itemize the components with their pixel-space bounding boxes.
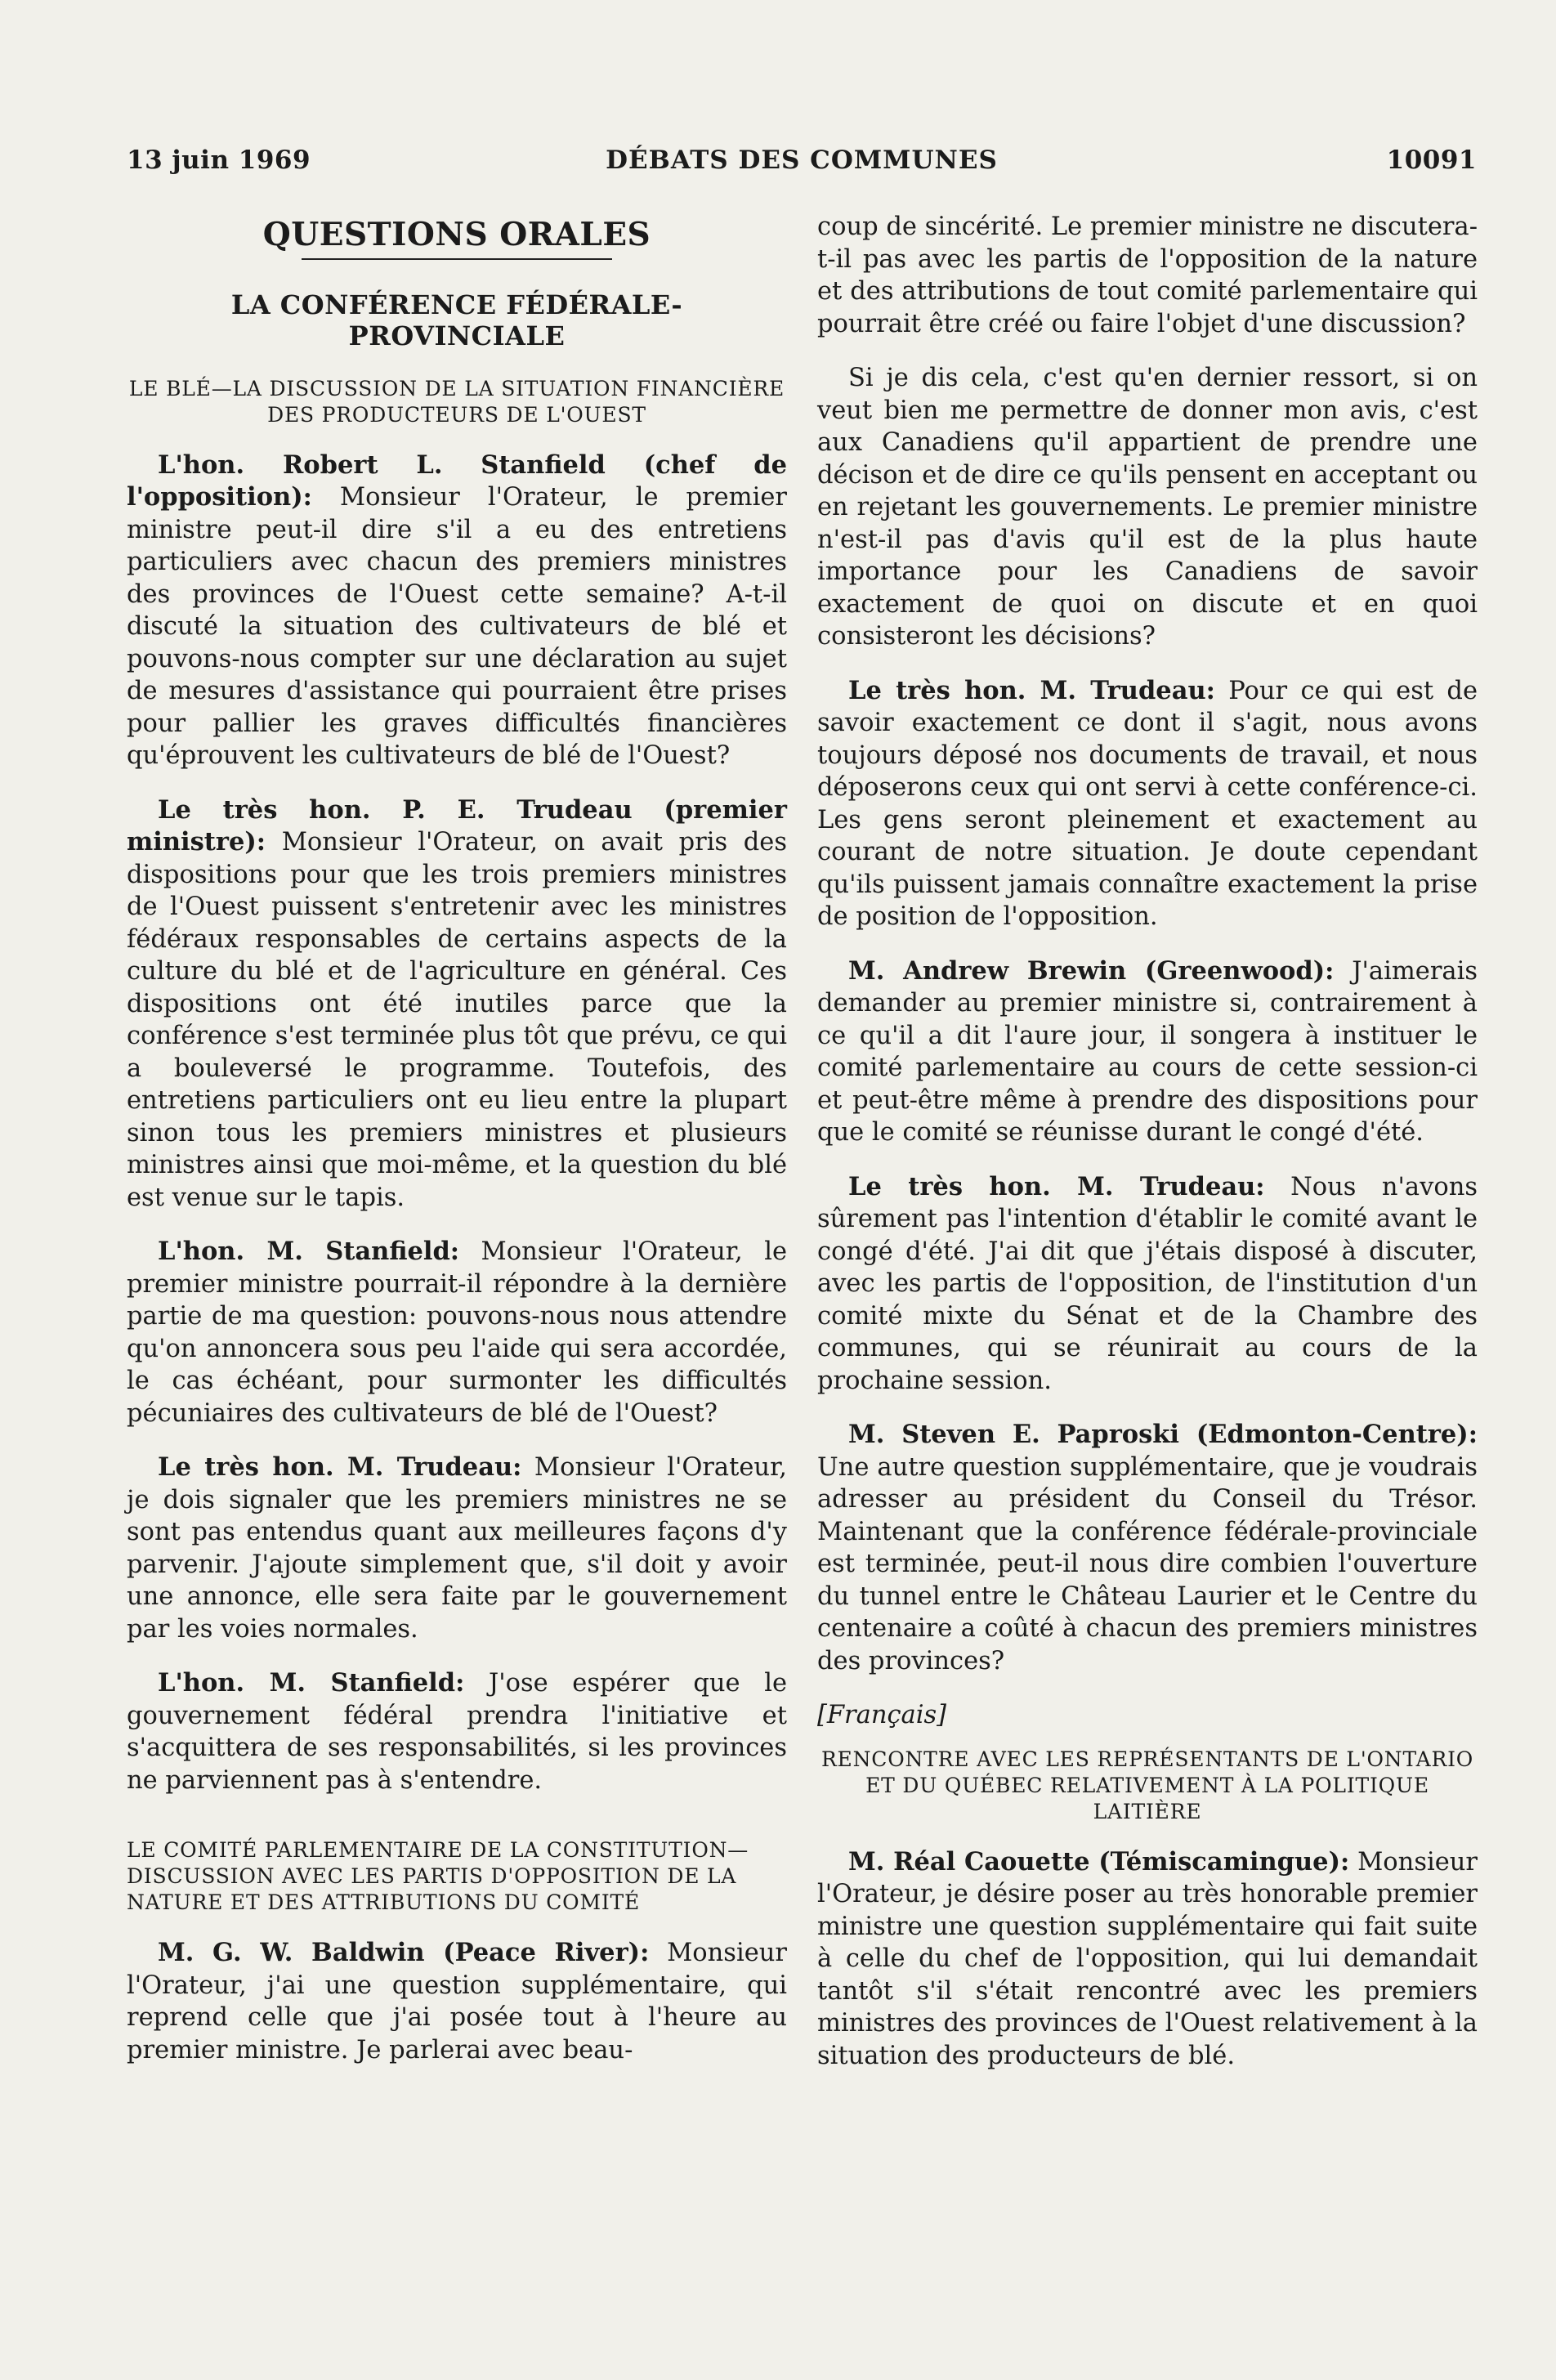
speaker: Le très hon. P. E. Trudeau (premier ministre): bbox=[127, 794, 787, 857]
paragraph-text: Nous n'avons sûrement pas l'intention d'établir le comité avant le congé d'été. J'ai dit que j'étais disposé à discuter, avec les partis de l'opposition, de l'institution d'un comité mixte du Sénat et de la Chambre des communes, qui se réunirait au cours de la prochaine session. bbox=[817, 1172, 1478, 1395]
paragraph bbox=[817, 1846, 1478, 2073]
paragraph-text: Monsieur l'Orateur, je désire poser au très honorable premier ministre une question supplémentaire qui fait suite à celle du chef de l'opposition, qui lui demandait tantôt s'il s'était rencontré avec les premiers ministres des provinces de l'Ouest relativement à la situation des producteurs de blé. bbox=[817, 1847, 1478, 2070]
section-title: QUESTIONS ORALES bbox=[262, 216, 651, 253]
paragraph-text: Une autre question supplémentaire, que je voudrais adresser au président du Conseil du Trésor. Maintenant que la conférence fédérale-provinciale est terminée, peut-il nous dire combien l'ouverture du tunnel entre le Château Laurier et le Centre du centenaire a coûté à chacun des premiers ministres des provinces? bbox=[817, 1452, 1478, 1675]
header-date: 13 juin 1969 bbox=[127, 145, 311, 175]
language-tag: [Français] bbox=[817, 1701, 947, 1729]
heading-conference: LA CONFÉRENCE FÉDÉRALE-PROVINCIALE bbox=[230, 289, 683, 351]
speaker: Le très hon. M. Trudeau: bbox=[848, 675, 1215, 705]
speaker: L'hon. M. Stanfield: bbox=[158, 1237, 460, 1266]
paragraph-text: Si je dis cela, c'est qu'en dernier ressort, si on veut bien me permettre de donner mon avis, c'est aux Canadiens qu'il appartient de prendre une décison et de dire ce qu'ils pensent en acceptant ou en rejetant les gouvernements. Le premier ministre n'est-il pas d'avis qu'il est de la plus haute importance pour les Canadiens de savoir exactement de quoi on discute et en quoi consisteront les décisions? bbox=[817, 364, 1478, 651]
paragraph bbox=[127, 1452, 787, 1645]
speaker: Le très hon. M. Trudeau: bbox=[848, 1171, 1265, 1201]
paragraph bbox=[817, 955, 1478, 1149]
speaker: M. G. W. Baldwin (Peace River): bbox=[158, 1938, 650, 1967]
paragraph bbox=[817, 675, 1478, 933]
paragraph bbox=[817, 362, 1478, 653]
left-column bbox=[127, 211, 787, 2088]
speaker: M. Réal Caouette (Témiscamingue): bbox=[848, 1846, 1350, 1877]
subheading-wheat: LE BLÉ—LA DISCUSSION DE LA SITUATION FINANCIÈRE DES PRODUCTEURS DE L'OUEST bbox=[128, 376, 785, 427]
paragraph bbox=[127, 1667, 787, 1796]
paragraph bbox=[817, 211, 1478, 340]
paragraph-text: Monsieur l'Orateur, j'ai une question supplémentaire, qui reprend celle que j'ai posée tout à l'heure au premier ministre. Je parlerai avec beau- bbox=[127, 1939, 787, 2065]
paragraph-text: Pour ce qui est de savoir exactement ce dont il s'agit, nous avons toujours déposé nos documents de travail, et nous déposerons ceux qui ont servi à cette conférence-ci. Les gens seront pleinement et exactement au courant de notre situation. Je doute cependant qu'ils puissent jamais connaître exactement la prise de position de l'opposition. bbox=[817, 676, 1478, 931]
speaker: Le très hon. M. Trudeau: bbox=[158, 1452, 522, 1482]
paragraph-text: Monsieur l'Orateur, le premier ministre pourrait-il répondre à la dernière partie de ma question: pouvons-nous nous attendre qu'on annoncera sous peu l'aide qui sera accordée, le cas échéant, pour surmonter les difficultés pécuniaires des cultivateurs de blé de l'Ouest? bbox=[127, 1237, 787, 1428]
speaker: M. Andrew Brewin (Greenwood): bbox=[848, 955, 1335, 986]
speaker: L'hon. Robert L. Stanfield (chef de l'opposition): bbox=[127, 450, 787, 512]
paragraph-text: J'aimerais demander au premier ministre si, contrairement à ce qu'il a dit l'aure jour, il songera à instituer le comité parlementaire au cours de cette session-ci et peut-être même à prendre des dispositions pour que le comité se réunisse durant le congé d'été. bbox=[817, 956, 1478, 1147]
paragraph bbox=[127, 450, 787, 772]
header-title: DÉBATS DES COMMUNES bbox=[606, 145, 998, 175]
running-header bbox=[127, 145, 1477, 183]
paragraph-text: coup de sincérité. Le premier ministre ne discutera-t-il pas avec les partis de l'opposition de la nature et des attributions de tout comité parlementaire qui pourrait être créé ou faire l'objet d'une discussion? bbox=[817, 212, 1478, 338]
title-rule bbox=[302, 258, 612, 260]
right-column bbox=[817, 211, 1478, 2094]
paragraph-text: Monsieur l'Orateur, on avait pris des dispositions pour que les trois premiers ministres de l'Ouest puissent s'entretenir avec les ministres fédéraux responsables de certains aspects de la culture du blé et de l'agriculture en général. Ces dispositions ont été inutiles parce que la conférence s'est terminée plus tôt que prévu, ce qui a bouleversé le programme. Toutefois, des entretiens particuliers ont eu lieu entre la plupart sinon tous les premiers ministres et plusieurs ministres ainsi que moi-même, et la question du blé est venue sur le tapis. bbox=[127, 828, 787, 1212]
page-number: 10091 bbox=[1386, 145, 1477, 175]
paragraph-text: Monsieur l'Orateur, le premier ministre peut-il dire s'il a eu des entretiens particuliers avec chacun des premiers ministres des provinces de l'Ouest cette semaine? A-t-il discuté la situation des cultivateurs de blé et pouvons-nous compter sur une déclaration au sujet de mesures d'assistance qui pourraient être prises pour pallier les graves difficultés financières qu'éprouvent les cultivateurs de blé de l'Ouest? bbox=[127, 483, 787, 770]
subheading-committee: LE COMITÉ PARLEMENTAIRE DE LA CONSTITUTION—DISCUSSION AVEC LES PARTIS D'OPPOSITION DE LA NATURE ET DES ATTRIBUTIONS DU COMITÉ bbox=[127, 1838, 749, 1914]
subheading-dairy: RENCONTRE AVEC LES REPRÉSENTANTS DE L'ONTARIO ET DU QUÉBEC RELATIVEMENT À LA POLITIQUE LAITIÈRE bbox=[820, 1747, 1474, 1823]
speaker: M. Steven E. Paproski (Edmonton-Centre): bbox=[848, 1420, 1478, 1449]
paragraph bbox=[817, 1419, 1478, 1677]
paragraph-text: J'ose espérer que le gouvernement fédéral prendra l'initiative et s'acquittera de ses responsabilités, si les provinces ne parviennent pas à s'entendre. bbox=[127, 1669, 787, 1795]
paragraph bbox=[127, 794, 787, 1215]
paragraph-text: Monsieur l'Orateur, je dois signaler que les premiers ministres ne se sont pas entendus quant aux meilleures façons d'y parvenir. J'ajoute simplement que, s'il doit y avoir une annonce, elle sera faite par le gouvernement par les voies normales. bbox=[127, 1453, 787, 1644]
paragraph bbox=[127, 1937, 787, 2066]
speaker: L'hon. M. Stanfield: bbox=[158, 1668, 465, 1698]
paragraph bbox=[127, 1236, 787, 1429]
paragraph bbox=[817, 1171, 1478, 1398]
